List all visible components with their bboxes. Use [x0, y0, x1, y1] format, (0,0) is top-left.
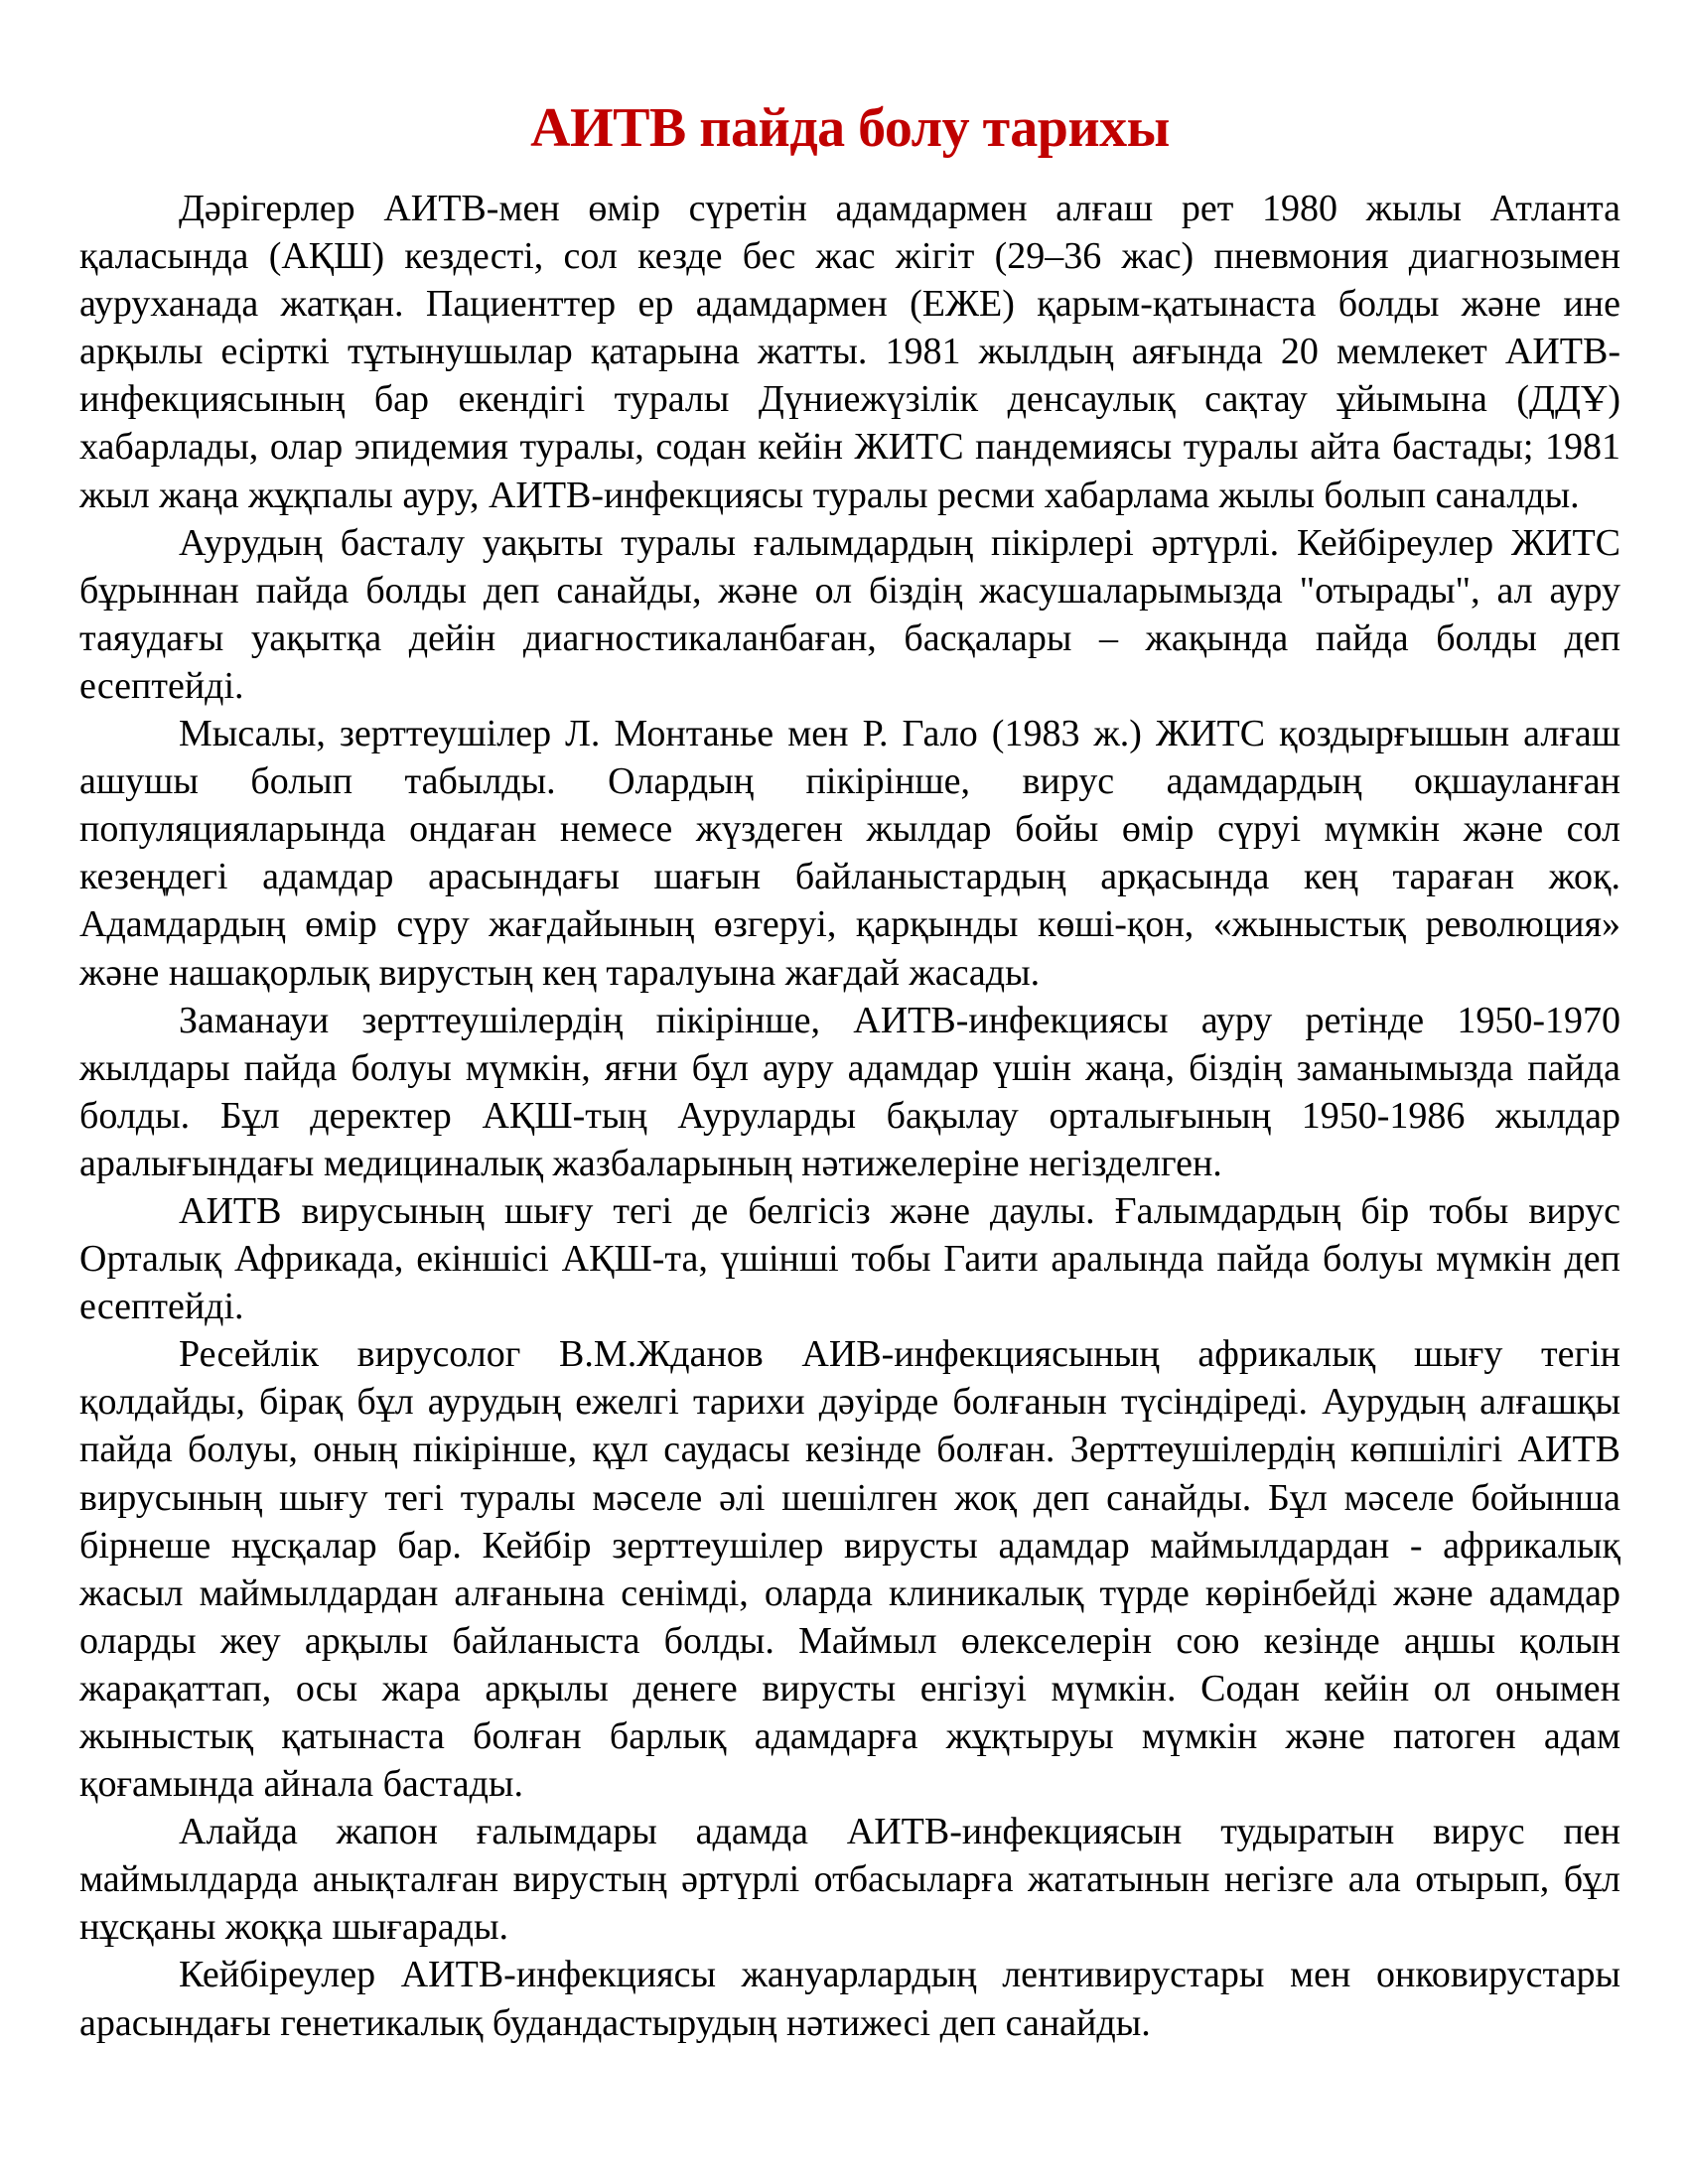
text-line: жасыл маймылдардан алғанына сенімді, оларда клиникалық түрде көрінбейді және адамдар	[79, 1571, 1620, 1614]
text-line: арқылы есірткі тұтынушылар қатарына жатты. 1981 жылдың аяғында 20 мемлекет АИТВ-	[79, 331, 1620, 373]
text-line: Аурудың басталу уақыты туралы ғалымдардың пікірлері әртүрлі. Кейбіреулер ЖИТС	[179, 521, 1620, 564]
text-line: жыныстық қатынаста болған барлық адамдарға жұқтыруы мүмкін және патоген адам	[79, 1715, 1620, 1757]
text-line: Кейбіреулер АИТВ-инфекциясы жануарлардың лентивирустары мен онковирустары	[179, 1954, 1620, 1996]
text-line: Адамдардың өмір сүру жағдайының өзгеруі, қарқынды көші-қон, «жыныстық революция»	[79, 903, 1620, 946]
text-line: есептейді.	[79, 664, 244, 707]
text-line: жарақаттап, осы жара арқылы денеге вирусты енгізуі мүмкін. Содан кейін ол онымен	[79, 1667, 1620, 1709]
text-line: қаласында (АҚШ) кездесті, сол кезде бес жас жігіт (29–36 жас) пневмония диагнозымен	[79, 235, 1620, 278]
paragraph-8	[79, 1951, 1620, 2046]
text-line: АИТВ вирусының шығу тегі де белгісіз және даулы. Ғалымдардың бір тобы вирус	[179, 1189, 1620, 1232]
text-line: жыл жаңа жұқпалы ауру, АИТВ-инфекциясы туралы ресми хабарлама жылы болып саналды.	[79, 474, 1580, 516]
text-line: кезеңдегі адамдар арасындағы шағын байланыстардың арқасында кең тараған жоқ.	[79, 856, 1620, 898]
text-line: Орталық Африкада, екіншісі АҚШ-та, үшінші тобы Гаити аралында пайда болуы мүмкін деп	[79, 1238, 1620, 1281]
paragraph-3	[79, 710, 1620, 997]
text-line: болды. Бұл деректер АҚШ-тың Ауруларды бақылау орталығының 1950-1986 жылдар	[79, 1094, 1620, 1137]
paragraph-5	[79, 1187, 1620, 1330]
text-line: инфекциясының бар екендігі туралы Дүниежүзілік денсаулық сақтау ұйымына (ДДҰ)	[79, 378, 1620, 421]
text-line: арасындағы генетикалық будандастырудың нәтижесі деп санайды.	[79, 2001, 1151, 2044]
text-line: таяудағы уақытқа дейін диагностикаланбаған, басқалары – жақында пайда болды деп	[79, 616, 1620, 659]
text-line: бұрыннан пайда болды деп санайды, және ол біздің жасушаларымызда "отырады", ал ауру	[79, 569, 1620, 612]
text-line: аралығындағы медициналық жазбаларының нәтижелеріне негізделген.	[79, 1142, 1222, 1184]
text-line: Алайда жапон ғалымдары адамда АИТВ-инфекциясын тудыратын вирус пен	[179, 1811, 1620, 1853]
paragraph-1	[79, 185, 1620, 519]
text-line: нұсқаны жоққа шығарады.	[79, 1906, 508, 1949]
paragraph-7	[79, 1808, 1620, 1951]
document-body	[79, 185, 1620, 2047]
text-line: есептейді.	[79, 1286, 244, 1328]
text-line: Ресейлік вирусолог В.М.Жданов АИВ-инфекциясының африкалық шығу тегін	[179, 1333, 1620, 1376]
text-line: қоғамында айнала бастады.	[79, 1763, 523, 1806]
text-line: Заманауи зерттеушілердің пікірінше, АИТВ-инфекциясы ауру ретінде 1950-1970	[179, 999, 1620, 1041]
paragraph-6	[79, 1330, 1620, 1808]
text-line: қолдайды, бірақ бұл аурудың ежелгі тарихи дәуірде болғанын түсіндіреді. Аурудың алғашқы	[79, 1381, 1620, 1424]
text-line: ашушы болып табылды. Олардың пікірінше, вирус адамдардың оқшауланған	[79, 760, 1620, 803]
text-line: ауруханада жатқан. Пациенттер ер адамдармен (ЕЖЕ) қарым-қатынаста болды және ине	[79, 283, 1620, 326]
text-line: хабарлады, олар эпидемия туралы, содан кейін ЖИТС пандемиясы туралы айта бастады; 1981	[79, 426, 1620, 469]
text-line: бірнеше нұсқалар бар. Кейбір зерттеушілер вирусты адамдар маймылдардан - африкалық	[79, 1524, 1620, 1567]
text-line: вирусының шығу тегі туралы мәселе әлі шешілген жоқ деп санайды. Бұл мәселе бойынша	[79, 1476, 1620, 1519]
paragraph-4	[79, 997, 1620, 1187]
text-line: оларды жеу арқылы байланыста болды. Маймыл өлекселерін сою кезінде аңшы қолын	[79, 1619, 1620, 1662]
text-line: маймылдарда анықталған вирустың әртүрлі отбасыларға жататынын негізге ала отырып, бұл	[79, 1858, 1620, 1901]
paragraph-2	[79, 519, 1620, 710]
text-line: Дәрігерлер АИТВ-мен өмір сүретін адамдармен алғаш рет 1980 жылы Атланта	[179, 188, 1620, 229]
page-title: АИТВ пайда болу тарихы	[530, 97, 1170, 159]
text-line: популяцияларында ондаған немесе жүздеген жылдар бойы өмір сүруі мүмкін және сол	[79, 808, 1620, 851]
text-line: пайда болуы, оның пікірінше, құл саудасы кезінде болған. Зерттеушілердің көпшілігі АИТВ	[79, 1429, 1620, 1471]
text-line: жылдары пайда болуы мүмкін, яғни бұл ауру адамдар үшін жаңа, біздің заманымызда пайда	[79, 1046, 1620, 1089]
text-line: және нашақорлық вирустың кең таралуына жағдай жасады.	[79, 951, 1041, 994]
text-line: Мысалы, зерттеушілер Л. Монтанье мен Р. Гало (1983 ж.) ЖИТС қоздырғышын алғаш	[179, 713, 1620, 755]
